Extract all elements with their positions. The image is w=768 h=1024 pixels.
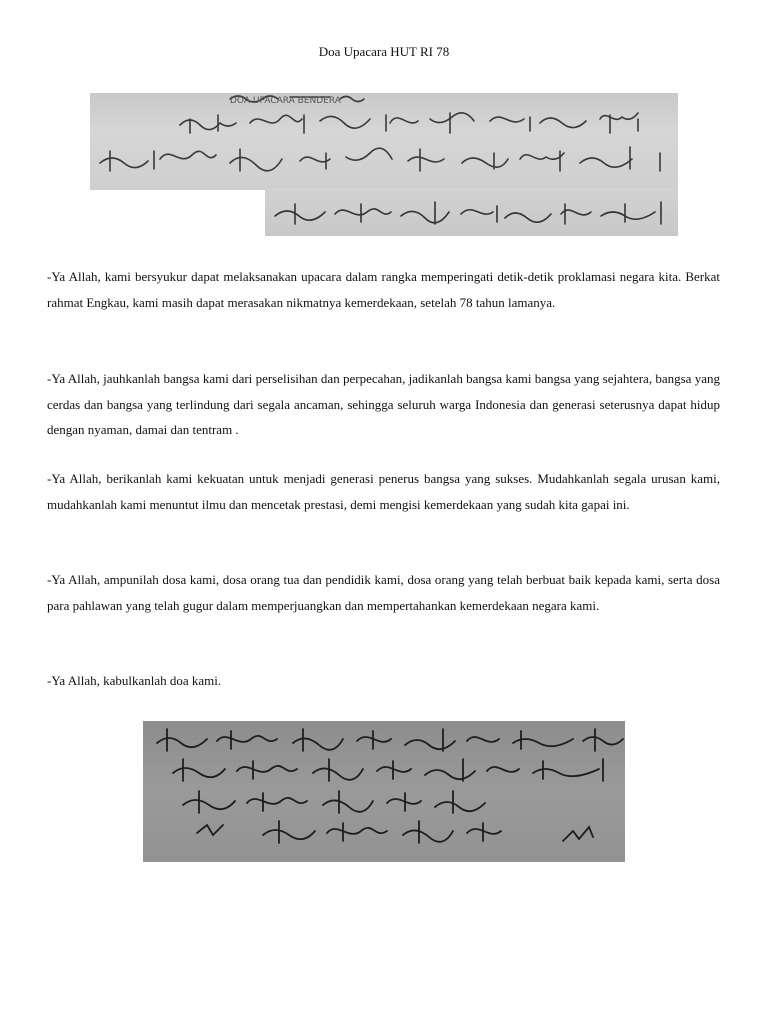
prayer-paragraph-4: -Ya Allah, ampunilah dosa kami, dosa orang tua dan pendidik kami, dosa orang yang telah berbuat baik kepada kami, serta dosa para pahlawan yang telah gugur dalam memperjuangkan dan mempertahankan kemerdekaan negara kami. [47,572,720,613]
prayer-paragraph-2: -Ya Allah, jauhkanlah bangsa kami dari perselisihan dan perpecahan, jadikanlah bangsa kami bangsa yang sejahtera, bangsa yang cerdas dan bangsa yang terlindung dari segala ancaman, sehingga seluruh warga Indonesia dan generasi seterusnya dapat hidup dengan nyaman, damai dan tentram . [47,371,720,437]
handwritten-arabic-image-bottom [143,721,625,862]
page-title: Doa Upacara HUT RI 78 [318,44,450,59]
prayer-paragraph-1: -Ya Allah, kami bersyukur dapat melaksanakan upacara dalam rangka memperingati detik-detik proklamasi negara kita. Berkat rahmat Engkau, kami masih dapat merasakan nikmatnya kemerdekaan, setelah 78 tahun lamanya. [47,269,720,310]
svg-text:DOA UPACARA BENDERA: DOA UPACARA BENDERA [230,96,341,106]
prayer-paragraph-5: -Ya Allah, kabulkanlah doa kami. [47,673,222,688]
handwritten-arabic-image-top [90,93,678,190]
handwritten-arabic-image-top-continued [265,188,678,236]
prayer-paragraph-3: -Ya Allah, berikanlah kami kekuatan untuk menjadi generasi penerus bangsa yang sukses. Mudahkanlah segala urusan kami, mudahkanlah kami menuntut ilmu dan mencetak prestasi, demi mengisi kemerdekaan yang sudah kita gapai ini. [47,471,720,512]
